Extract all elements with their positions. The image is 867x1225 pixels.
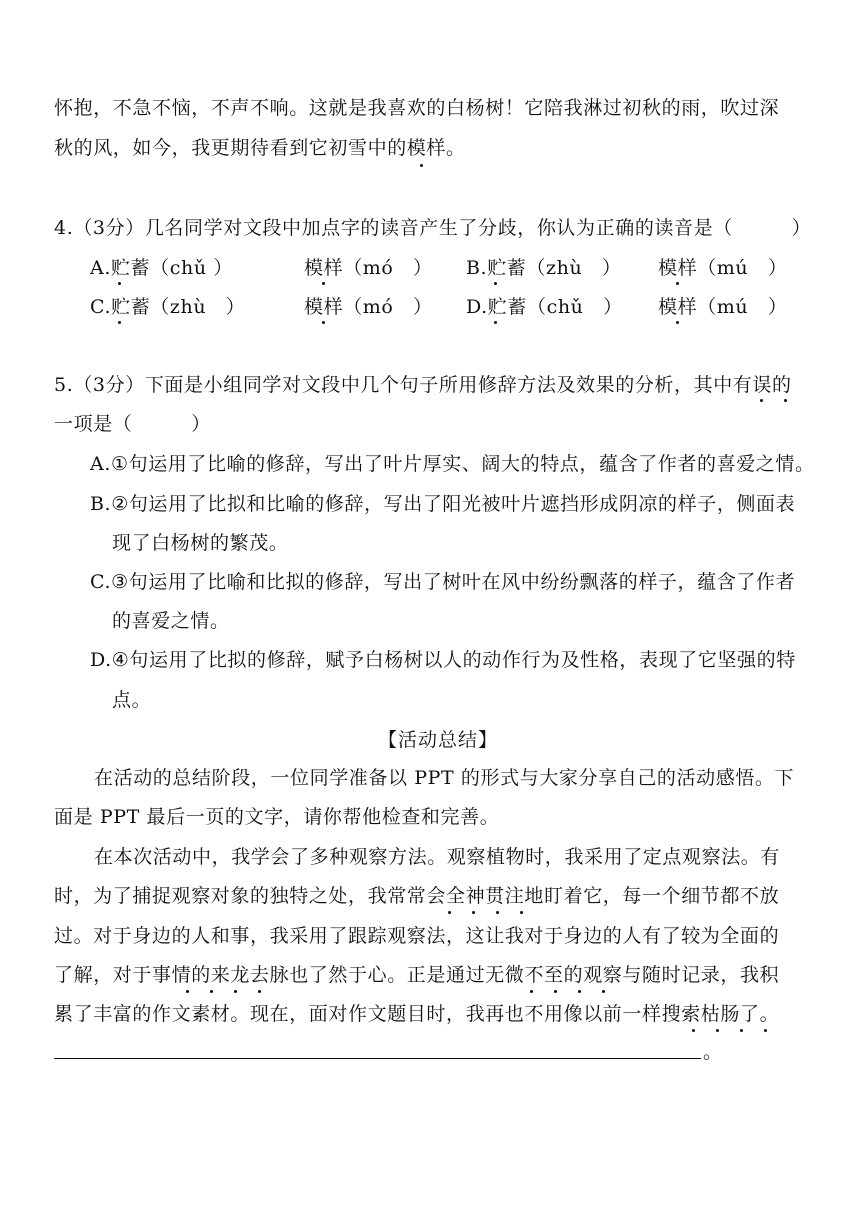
emphasis-dot — [692, 1029, 695, 1032]
q5-option-b-line-1: B.②句运用了比拟和比喻的修辞，写出了阳光被叶片遮挡形成阴凉的样子，侧面表 — [90, 493, 796, 515]
q4-option-a-word: A.贮蓄（chǔ ） — [90, 257, 233, 279]
emphasis-dot — [118, 282, 121, 285]
emphasis-dot — [602, 990, 605, 993]
emphasis-dot — [472, 911, 475, 914]
q4-stem: 4.（3分）几名同学对文段中加点字的读音产生了分歧，你认为正确的读音是（ ） — [54, 217, 812, 239]
q4-option-d-moyang: 模样（mú ） — [658, 296, 788, 318]
emphasis-dot — [578, 990, 581, 993]
summary-intro-line-1: 在活动的总结阶段，一位同学准备以 PPT 的形式与大家分享自己的活动感悟。下 — [94, 767, 795, 789]
emphasis-dot — [258, 990, 261, 993]
q4-option-b-word: B.贮蓄（zhù ） — [466, 257, 622, 279]
emphasis-dot — [716, 1029, 719, 1032]
section-title: 【活动总结】 — [378, 729, 499, 751]
emphasis-dot — [494, 282, 497, 285]
summary-text-line-5: 累了丰富的作文素材。现在，面对作文题目时，我再也不用像以前一样搜索枯肠了。 — [54, 1003, 780, 1025]
q5-option-b-line-2: 现了白杨树的繁茂。 — [112, 532, 289, 554]
q5-option-d-line-2: 点。 — [112, 689, 152, 711]
emphasis-dot — [496, 911, 499, 914]
summary-text-line-2: 时，为了捕捉观察对象的独特之处，我常常会全神贯注地盯着它，每一个细节都不放 — [54, 885, 780, 907]
emphasis-dot — [118, 321, 121, 324]
emphasis-dot — [676, 321, 679, 324]
emphasis-dot — [520, 911, 523, 914]
emphasis-dot — [210, 990, 213, 993]
emphasis-dot — [676, 282, 679, 285]
q4-option-c-moyang: 模样（mó ） — [304, 296, 433, 318]
q5-stem-line-1: 5.（3分）下面是小组同学对文段中几个句子所用修辞方法及效果的分析，其中有误的 — [54, 374, 792, 396]
q5-option-d-line-1: D.④句运用了比拟的修辞，赋予白杨树以人的动作行为及性格，表现了它坚强的特 — [90, 649, 796, 671]
emphasis-dot — [322, 282, 325, 285]
passage-line-2: 秋的风，如今，我更期待看到它初雪中的模样。 — [54, 137, 466, 159]
emphasis-dot — [764, 1029, 767, 1032]
emphasis-dot — [494, 321, 497, 324]
summary-text-line-4: 了解，对于事情的来龙去脉也了然于心。正是通过无微不至的观察与随时记录，我积 — [54, 964, 780, 986]
emphasis-dot — [554, 990, 557, 993]
emphasis-dot — [740, 1029, 743, 1032]
emphasis-dot — [322, 321, 325, 324]
answer-end-period: 。 — [703, 1041, 723, 1063]
emphasis-dot — [234, 990, 237, 993]
q4-option-c-word: C.贮蓄（zhù ） — [90, 296, 246, 318]
summary-intro-line-2: 面是 PPT 最后一页的文字，请你帮他检查和完善。 — [54, 806, 500, 828]
q5-option-c-line-2: 的喜爱之情。 — [112, 610, 230, 632]
emphasis-dot — [448, 911, 451, 914]
emphasis-dot — [784, 399, 787, 402]
emphasis-dot — [186, 990, 189, 993]
emphasis-dot — [760, 399, 763, 402]
emphasis-dot — [420, 164, 423, 167]
q4-option-d-word: D.贮蓄（chǔ ） — [466, 296, 623, 318]
q5-option-a: A.①句运用了比喻的修辞，写出了叶片厚实、阔大的特点，蕴含了作者的喜爱之情。 — [90, 453, 815, 475]
passage-line-1: 怀抱，不急不恼，不声不响。这就是我喜欢的白杨树！它陪我淋过初秋的雨，吹过深 — [54, 97, 780, 119]
q5-option-c-line-1: C.③句运用了比喻和比拟的修辞，写出了树叶在风中纷纷飘落的样子，蕴含了作者 — [90, 571, 796, 593]
q4-option-b-moyang: 模样（mú ） — [658, 257, 788, 279]
summary-text-line-1: 在本次活动中，我学会了多种观察方法。观察植物时，我采用了定点观察法。有 — [94, 846, 781, 868]
q4-option-a-moyang: 模样（mó ） — [304, 257, 433, 279]
q5-stem-line-2: 一项是（ ） — [54, 413, 211, 435]
emphasis-dot — [530, 990, 533, 993]
answer-blank-line[interactable] — [54, 1058, 701, 1059]
summary-text-line-3: 过。对于身边的人和事，我采用了跟踪观察法，这让我对于身边的人有了较为全面的 — [54, 925, 780, 947]
